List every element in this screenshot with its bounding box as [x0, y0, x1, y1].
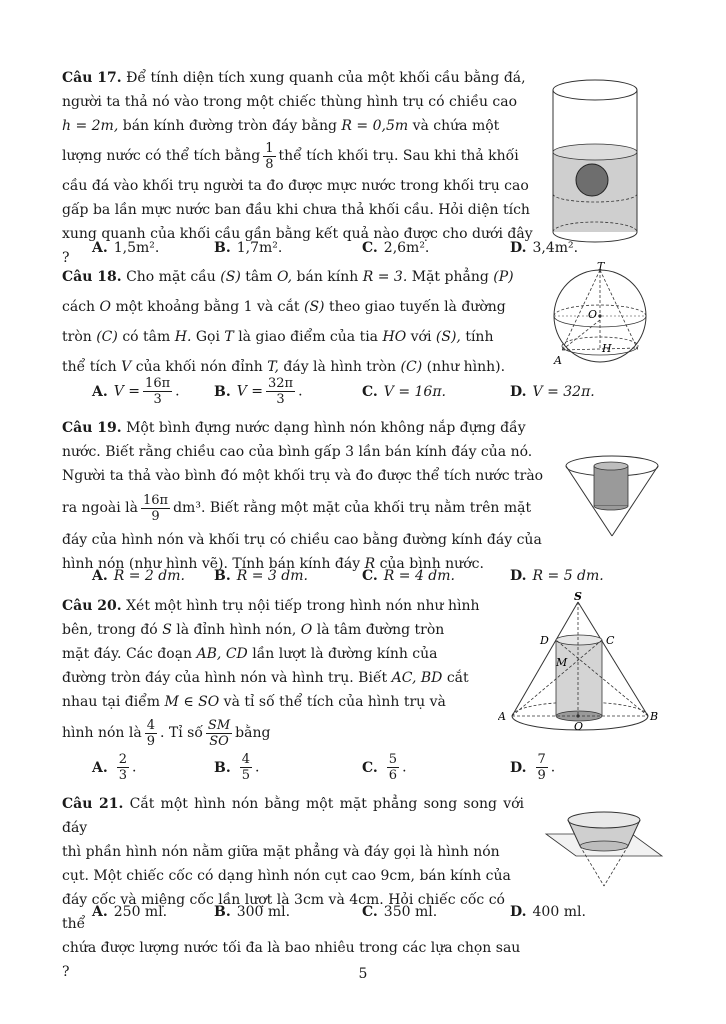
- q21-line-2: thì phần hình nón nằm giữa mặt phẳng và đáy gọi là hình nón: [62, 844, 500, 860]
- q21-line-4: đáy cốc và miệng cốc lần lượt là 3cm và 4cm. Hỏi chiếc cốc có thể: [62, 892, 505, 932]
- label-o: O: [574, 720, 584, 733]
- q17-line-5: cầu đá vào khối trụ người ta đo được mực nước trong khối trụ cao: [62, 178, 529, 194]
- label-h: H: [602, 342, 612, 355]
- q19-option-d[interactable]: D. R = 5 dm.: [510, 568, 604, 584]
- label-o: O: [588, 308, 598, 321]
- question-18: [62, 262, 536, 382]
- q20-cone-cylinder-figure: [498, 588, 664, 734]
- q18-line-2: cách O một khoảng bằng 1 và cắt (S) theo giao tuyến là đường: [62, 299, 506, 315]
- q17-option-a[interactable]: A. 1,5m².: [92, 240, 160, 256]
- q17-line-7: xung quanh của khối cầu gần bằng kết quả nào được cho dưới đây ?: [62, 226, 533, 266]
- label-c: C: [606, 634, 615, 647]
- inner-cylinder: [594, 466, 628, 506]
- water-surface: [553, 144, 637, 160]
- q18-sphere-figure: [548, 260, 654, 370]
- label-t: T: [597, 260, 605, 273]
- cup-mouth: [568, 812, 640, 828]
- q17-cylinder-figure: [552, 76, 638, 252]
- q19-option-a[interactable]: A. R = 2 dm.: [92, 568, 185, 584]
- q21-option-c[interactable]: C. 350 ml.: [362, 904, 438, 920]
- q19-option-b[interactable]: B. R = 3 dm.: [214, 568, 308, 584]
- q20-option-b[interactable]: B. $\frac{4}{5}$ .: [214, 752, 260, 783]
- q21-line-5: chứa được lượng nước tối đa là bao nhiêu trong các lựa chọn sau ?: [62, 940, 521, 980]
- q20-option-c[interactable]: C. $\frac{5}{6}$ .: [362, 752, 407, 783]
- q20-line-5: nhau tại điểm M ∈ SO và tỉ số thể tích của hình trụ và: [62, 694, 446, 710]
- q19-line-3: Người ta thả vào bình đó một khối trụ và đo được thể tích nước trào: [62, 468, 544, 484]
- q17-line-1: Câu 17. Để tính diện tích xung quanh của một khối cầu bằng đá,: [62, 70, 526, 86]
- q20-line-1: Câu 20. Xét một hình trụ nội tiếp trong hình nón như hình: [62, 598, 480, 614]
- q18-line-4: thể tích V của khối nón đỉnh T, đáy là hình tròn (C) (như hình).: [62, 359, 506, 375]
- q20-line-3: mặt đáy. Các đoạn AB, CD lần lượt là đường kính của: [62, 646, 438, 662]
- q17-option-b[interactable]: B. 1,7m².: [214, 240, 283, 256]
- label-a: A: [554, 354, 562, 367]
- q17-line-2: người ta thả nó vào trong một chiếc thùng hình trụ có chiều cao: [62, 94, 518, 110]
- cup-base: [580, 841, 628, 851]
- q19-option-c[interactable]: C. R = 4 dm.: [362, 568, 455, 584]
- q20-line-2: bên, trong đó S là đỉnh hình nón, O là tâm đường tròn: [62, 622, 445, 638]
- q18-line-1: Câu 18. Cho mặt cầu (S) tâm O, bán kính R = 3. Mặt phẳng (P): [62, 269, 514, 285]
- q18-option-c[interactable]: C. V = 16π.: [362, 384, 446, 400]
- question-20: [62, 594, 480, 752]
- q18-line-3: tròn (C) có tâm H. Gọi T là giao điểm của tia HO với (S), tính: [62, 329, 494, 345]
- q19-line-6: hình nón (như hình vẽ). Tính bán kính đáy R của bình nước.: [62, 556, 484, 572]
- q17-option-d[interactable]: D. 3,4m².: [510, 240, 579, 256]
- label-a: A: [498, 710, 506, 723]
- label-s: S: [574, 590, 582, 603]
- q20-option-a[interactable]: A. $\frac{2}{3}$ .: [92, 752, 137, 783]
- page-number: 5: [358, 966, 368, 982]
- q17-option-c[interactable]: C. 2,6m².: [362, 240, 430, 256]
- q21-option-d[interactable]: D. 400 ml.: [510, 904, 586, 920]
- q17-line-3: h = 2m, bán kính đường tròn đáy bằng R = 0,5m và chứa một: [62, 118, 500, 134]
- stone-sphere: [576, 164, 608, 196]
- q21-line-1: Câu 21. Cắt một hình nón bằng một mặt phẳng song song với đáy: [62, 796, 525, 836]
- q17-fraction: $\frac{1}{8}$: [265, 140, 274, 172]
- q20-line-4: đường tròn đáy của hình nón và hình trụ. Biết AC, BD cắt: [62, 670, 469, 686]
- q21-option-b[interactable]: B. 300 ml.: [214, 904, 291, 920]
- q19-line-2: nước. Biết rằng chiều cao của bình gấp 3 lần bán kính đáy của nó.: [62, 444, 533, 460]
- q19-line-5: đáy của hình nón và khối trụ có chiều cao bằng đường kính đáy của: [62, 532, 542, 548]
- q19-line-4: ra ngoài là $\frac{16\pi}{9}$ dm³. Biết rằng một mặt của khối trụ nằm trên mặt: [62, 492, 532, 524]
- q21-frustum-figure: [544, 806, 664, 888]
- label-m: M: [556, 656, 568, 669]
- cylinder-top: [553, 80, 637, 100]
- q21-line-3: cụt. Một chiếc cốc có dạng hình nón cụt cao 9cm, bán kính của: [62, 868, 511, 884]
- q18-option-a[interactable]: A. V = $\frac{16\pi}{3}$ .: [92, 376, 180, 407]
- q18-option-b[interactable]: B. V = $\frac{32\pi}{3}$ .: [214, 376, 303, 407]
- label-b: B: [650, 710, 659, 723]
- q17-line-6: gấp ba lần mực nước ban đầu khi chưa thả khối cầu. Hỏi diện tích: [62, 202, 530, 218]
- q20-line-6: hình nón là $\frac{4}{9}$ . Tỉ số $\frac{SM}{SO}$ bằng: [62, 717, 271, 749]
- question-19: [62, 416, 544, 576]
- q19-line-1: Câu 19. Một bình đựng nước dạng hình nón không nắp đựng đầy: [62, 420, 526, 436]
- label-d: D: [540, 634, 549, 647]
- q19-cone-figure: [564, 452, 660, 538]
- q21-option-a[interactable]: A. 250 ml.: [92, 904, 168, 920]
- q18-option-d[interactable]: D. V = 32π.: [510, 384, 595, 400]
- question-21: [62, 792, 524, 984]
- q17-line-4: lượng nước có thể tích bằng $\frac{1}{8}$ thể tích khối trụ. Sau khi thả khối: [62, 140, 519, 172]
- q20-option-d[interactable]: D. $\frac{7}{9}$ .: [510, 752, 556, 783]
